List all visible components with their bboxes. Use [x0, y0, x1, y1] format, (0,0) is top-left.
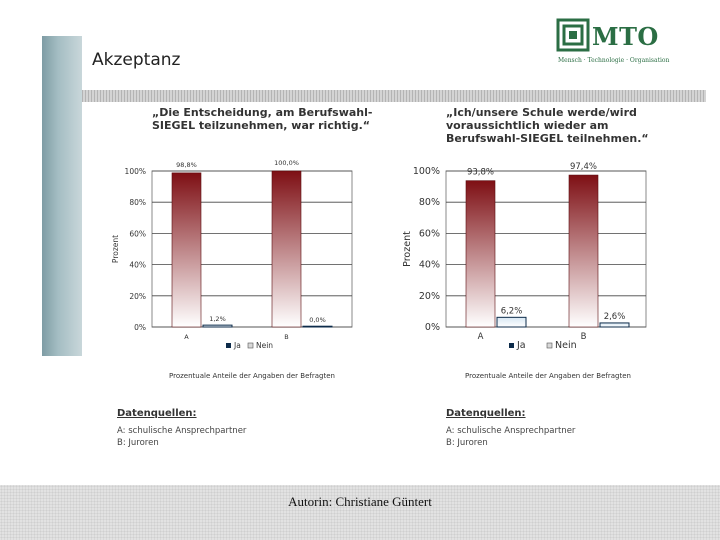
sources-1-line-a: A: schulische Ansprechpartner	[117, 426, 247, 436]
sources-1-line-b: B: Juroren	[117, 438, 159, 448]
chart-1-y-tick-label: 0%	[134, 323, 146, 332]
chart-1-x-tick-label: B	[284, 333, 289, 341]
chart-2-y-tick-label: 100%	[412, 166, 440, 177]
sources-1-heading: Datenquellen:	[117, 408, 197, 419]
chart-1-bar-ja	[172, 173, 201, 327]
chart-1-x-axis-label: Prozentuale Anteile der Angaben der Befragten	[169, 372, 335, 380]
chart-2-x-axis-label: Prozentuale Anteile der Angaben der Befragten	[465, 372, 631, 380]
chart-1-bar-ja	[272, 171, 301, 327]
chart-1-y-tick-label: 40%	[129, 260, 146, 270]
chart-2-data-label-nein: 2,6%	[603, 311, 626, 322]
chart-1-data-label-ja: 100,0%	[274, 159, 299, 167]
chart-2-data-label-nein: 6,2%	[500, 306, 523, 317]
chart-2-data-label-ja: 93,8%	[466, 167, 495, 178]
slide-title: Akzeptanz	[92, 50, 181, 70]
chart-2-legend-label-ja: Ja	[517, 340, 526, 351]
chart-1-data-label-ja: 98,8%	[176, 160, 197, 169]
chart-2-x-tick-label: A	[477, 332, 484, 342]
chart-1-data-label-nein: 0,0%	[309, 316, 326, 325]
chart-1-bar-nein	[203, 325, 232, 327]
logo-tagline: Mensch · Technologie · Organisation	[558, 57, 670, 64]
chart-1-legend-swatch-ja	[226, 343, 231, 348]
logo-name: MTO	[592, 22, 659, 51]
chart-2-bar-ja	[569, 175, 598, 327]
chart-2-x-tick-label: B	[580, 332, 587, 342]
chart-2-data-label-ja: 97,4%	[569, 162, 598, 173]
chart-1-legend-swatch-nein	[248, 343, 253, 348]
chart-1-legend-label-nein: Nein	[256, 341, 274, 350]
chart-1-y-tick-label: 20%	[129, 291, 146, 301]
chart-2-bar-nein	[600, 323, 629, 327]
chart-1-y-tick-label: 80%	[129, 198, 146, 208]
chart-2-title: „Ich/unsere Schule werde/wird voraussichtlich wieder am Berufswahl-SIEGEL teilnehmen.“	[446, 106, 649, 145]
chart-1-y-axis-label: Prozent	[111, 234, 120, 264]
chart-2-y-tick-label: 80%	[418, 197, 440, 209]
chart-2-bar-ja	[466, 181, 495, 327]
chart-2-y-tick-label: 60%	[418, 228, 440, 240]
chart-2-legend-label-nein: Nein	[555, 340, 577, 351]
chart-2-legend-swatch-nein	[547, 343, 552, 348]
chart-1-y-tick-label: 60%	[129, 229, 146, 239]
chart-1-bar-nein	[303, 326, 332, 327]
chart-1-y-tick-label: 100%	[124, 167, 146, 176]
chart-2-bar-nein	[497, 317, 526, 327]
chart-2-legend-swatch-ja	[509, 343, 514, 348]
chart-2-y-axis-label: Prozent	[402, 231, 413, 267]
chart-1-data-label-nein: 1,2%	[209, 315, 226, 324]
sources-2-heading: Datenquellen:	[446, 408, 526, 419]
chart-1-title: „Die Entscheidung, am Berufswahl-SIEGEL teilzunehmen, war richtig.“	[152, 106, 373, 132]
sources-2-line-b: B: Juroren	[446, 438, 488, 448]
chart-2-y-tick-label: 40%	[418, 259, 440, 271]
chart-2-y-tick-label: 0%	[424, 322, 440, 333]
sources-2-line-a: A: schulische Ansprechpartner	[446, 426, 576, 436]
footer-author: Autorin: Christiane Güntert	[288, 494, 432, 509]
chart-2-y-tick-label: 20%	[418, 290, 440, 302]
chart-1-legend-label-ja: Ja	[234, 341, 241, 350]
chart-1-x-tick-label: A	[184, 333, 189, 341]
